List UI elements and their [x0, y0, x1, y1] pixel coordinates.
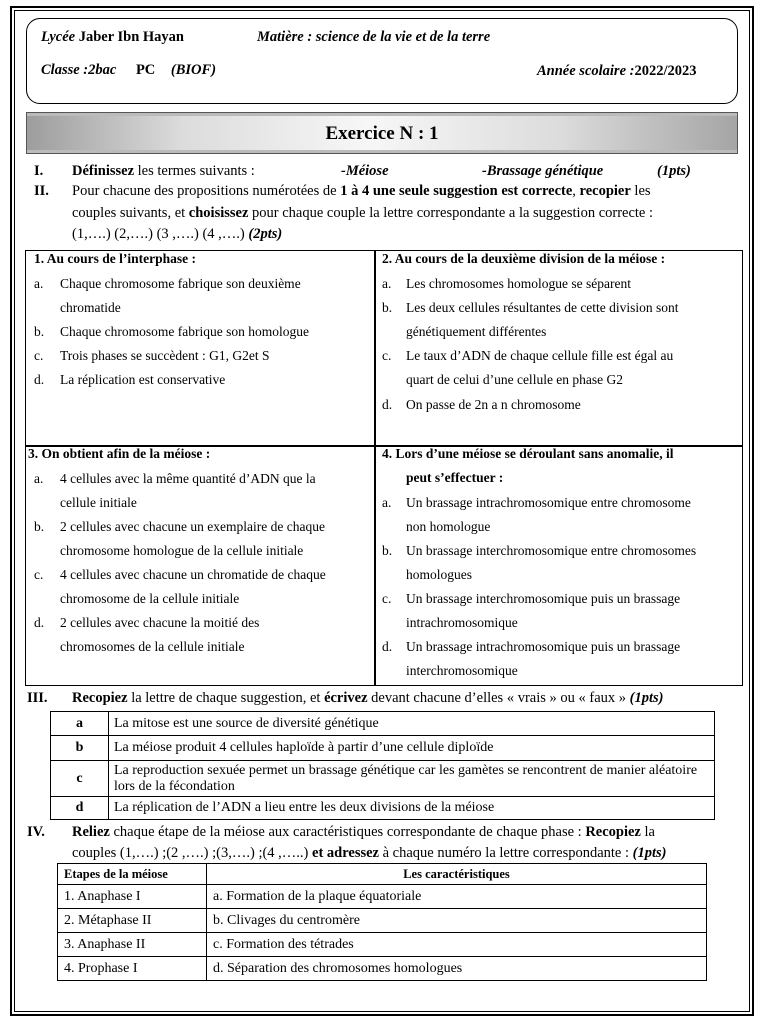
q3-line-text: chromosome homologue de la cellule initiale — [60, 543, 304, 558]
table-row — [51, 736, 715, 761]
q2-line-text: quart de celui d’une cellule en phase G2 — [406, 372, 624, 387]
table-row — [58, 933, 707, 957]
q1-line-text: Chaque chromosome fabrique son homologue — [60, 324, 309, 339]
part2-number: II. — [34, 183, 49, 199]
q2-line-label: d. — [382, 397, 393, 412]
q1-line-label: a. — [34, 276, 44, 291]
q3-line-text: chromosome de la cellule initiale — [60, 591, 240, 606]
exercise-title-bar — [26, 112, 738, 154]
table-header-row — [58, 864, 707, 885]
q1-line-label: d. — [34, 372, 45, 387]
q3-line-text: 2 cellules avec chacune un exemplaire de chaque — [60, 519, 325, 534]
part3-verb1: Recopiez — [72, 690, 128, 706]
q3-line-label: a. — [34, 471, 44, 486]
part3-number: III. — [27, 690, 48, 706]
part3-text2: devant chacune d’elles « vrais » ou « faux » — [367, 690, 630, 706]
q3-line-text: 2 cellules avec chacune la moitié des — [60, 615, 260, 630]
q4-line-label: b. — [382, 543, 393, 558]
q3-line-label: c. — [34, 567, 44, 582]
q4-line-text: Un brassage interchromosomique puis un brassage — [406, 591, 681, 606]
question-grid — [25, 250, 743, 686]
q1-title: 1. Au cours de l’interphase : — [34, 251, 196, 266]
row-statement: La réplication de l’ADN a lieu entre les deux divisions de la méiose — [109, 797, 715, 820]
classe-label: Classe : — [41, 62, 89, 78]
characteristic-cell: a. Formation de la plaque équatoriale — [207, 885, 707, 909]
q3-line-text: 4 cellules avec la même quantité d’ADN que la — [60, 471, 316, 486]
q2-line-text: Les chromosomes homologue se séparent — [406, 276, 631, 291]
q2-line-text: Le taux d’ADN de chaque cellule fille est égal au — [406, 348, 674, 363]
option: (BIOF) — [170, 62, 217, 78]
row-statement: La reproduction sexuée permet un brassage génétique car les gamètes se rencontrent de manier aléatoire lors de la fécondation — [109, 761, 715, 797]
table-row — [51, 797, 715, 820]
classe-value: 2bac — [88, 62, 117, 78]
table-row — [58, 909, 707, 933]
part3-instruction — [72, 690, 664, 707]
row-statement: La mitose est une source de diversité génétique — [109, 712, 715, 736]
part1-points: (1pts) — [657, 163, 691, 179]
part2-line2 — [72, 205, 653, 222]
matiere: Matière : science de la vie et de la terre — [257, 29, 491, 45]
part4-line2-b: et adressez — [312, 845, 379, 861]
q1-line-text: La réplication est conservative — [60, 372, 226, 387]
part4-verb1: Reliez — [72, 824, 110, 840]
q3-line-text: 4 cellules avec chacune un chromatide de chaque — [60, 567, 326, 582]
q1-line-text: Chaque chromosome fabrique son deuxième — [60, 276, 301, 291]
part2-line3 — [72, 226, 282, 243]
filiere: PC — [135, 62, 156, 78]
annee-label: Année scolaire : — [537, 63, 635, 79]
step-cell: 2. Métaphase II — [58, 909, 207, 933]
part1-verb: Définissez — [72, 163, 135, 179]
part2-line1-e: les — [630, 183, 651, 199]
classe — [41, 62, 216, 79]
q4-line-text: homologues — [406, 567, 472, 582]
col-header-steps: Etapes de la méiose — [58, 864, 207, 885]
q2-line-label: a. — [382, 276, 392, 291]
table-row — [51, 712, 715, 736]
part4-points: (1pts) — [632, 845, 667, 861]
part4-text1: chaque étape de la méiose aux caractéristiques correspondante de chaque phase : — [109, 824, 586, 840]
part2-line1-c: , — [572, 183, 580, 199]
part3-text1: la lettre de chaque suggestion, et — [127, 690, 325, 706]
table-row — [58, 885, 707, 909]
part2-line2-c: pour chaque couple la lettre correspondante a la suggestion correcte : — [248, 205, 654, 221]
step-cell: 3. Anaphase II — [58, 933, 207, 957]
characteristic-cell: c. Formation des tétrades — [207, 933, 707, 957]
part4-line2-c: à chaque numéro la lettre correspondante : — [379, 845, 633, 861]
q3-line-text: cellule initiale — [60, 495, 137, 510]
part1-term2: -Brassage génétique — [482, 163, 604, 179]
true-false-table — [50, 711, 715, 820]
part1-text: les termes suivants : — [134, 163, 255, 179]
q4-line-label: d. — [382, 639, 393, 654]
q1-line-text: chromatide — [60, 300, 121, 315]
characteristic-cell: b. Clivages du centromère — [207, 909, 707, 933]
part3-points: (1pts) — [629, 690, 664, 706]
q3-title: 3. On obtient afin de la méiose : — [28, 446, 211, 461]
part1-term1: -Méiose — [341, 163, 389, 179]
part4-verb2: Recopiez — [585, 824, 641, 840]
q4-line-text: Un brassage interchromosomique entre chromosomes — [406, 543, 697, 558]
q2-line-text: On passe de 2n a n chromosome — [406, 397, 581, 412]
q4-line-text: Un brassage intrachromosomique puis un brassage — [406, 639, 681, 654]
part4-line2-a: couples (1,….) ;(2 ,….) ;(3,….) ;(4 ,…..) — [72, 845, 313, 861]
table-row — [51, 761, 715, 797]
annee — [537, 63, 697, 80]
q4-line-label: a. — [382, 495, 392, 510]
annee-value: 2022/2023 — [634, 63, 697, 79]
row-key: c — [51, 761, 109, 797]
lycee-label: Lycée — [41, 29, 76, 45]
q2-line-text: Les deux cellules résultantes de cette division sont — [406, 300, 679, 315]
part4-line1 — [72, 824, 655, 841]
part2-line2-a: couples suivants, et — [72, 205, 189, 221]
part1-number: I. — [34, 163, 44, 179]
part3-verb2: écrivez — [324, 690, 368, 706]
lycee — [41, 29, 184, 46]
q1-line-text: Trois phases se succèdent : G1, G2et S — [60, 348, 270, 363]
characteristic-cell: d. Séparation des chromosomes homologues — [207, 957, 707, 981]
part2-line1 — [72, 183, 651, 200]
q4-line-text: non homologue — [406, 519, 491, 534]
q1-line-label: b. — [34, 324, 45, 339]
part2-line1-a: Pour chacune des propositions numérotées de — [72, 183, 341, 199]
q2-line-text: génétiquement différentes — [406, 324, 547, 339]
matching-table — [57, 863, 707, 981]
q4-title-line2: peut s’effectuer : — [406, 470, 504, 485]
q2-title: 2. Au cours de la deuxième division de la méiose : — [382, 251, 666, 266]
part2-line1-b: 1 à 4 une seule suggestion est correcte — [340, 183, 573, 199]
q2-line-label: c. — [382, 348, 392, 363]
part2-line1-d: recopier — [579, 183, 631, 199]
q4-line-text: Un brassage intrachromosomique entre chromosome — [406, 495, 691, 510]
q3-line-text: chromosomes de la cellule initiale — [60, 639, 245, 654]
part4-number: IV. — [27, 824, 45, 840]
q2-line-label: b. — [382, 300, 393, 315]
row-key: a — [51, 712, 109, 736]
grid-divider-vertical — [374, 251, 376, 685]
col-header-characteristics: Les caractéristiques — [207, 864, 707, 885]
row-key: b — [51, 736, 109, 761]
part2-line2-b: choisissez — [188, 205, 249, 221]
q4-line-text: interchromosomique — [406, 663, 518, 678]
q4-line-text: intrachromosomique — [406, 615, 518, 630]
part2-points: (2pts) — [248, 226, 283, 242]
table-row — [58, 957, 707, 981]
step-cell: 1. Anaphase I — [58, 885, 207, 909]
part2-line3-a: (1,….) (2,….) (3 ,….) (4 ,….) — [72, 226, 249, 242]
lycee-name: Jaber Ibn Hayan — [78, 29, 184, 45]
q3-line-label: b. — [34, 519, 45, 534]
q1-line-label: c. — [34, 348, 44, 363]
row-key: d — [51, 797, 109, 820]
exercise-title: Exercice N : 1 — [325, 123, 439, 144]
part4-text2: la — [640, 824, 655, 840]
header-box — [26, 18, 738, 104]
q4-title: 4. Lors d’une méiose se déroulant sans anomalie, il — [382, 446, 674, 461]
step-cell: 4. Prophase I — [58, 957, 207, 981]
q4-line-label: c. — [382, 591, 392, 606]
part1-instruction — [72, 163, 255, 180]
part4-line2 — [72, 845, 666, 862]
q3-line-label: d. — [34, 615, 45, 630]
row-statement: La méiose produit 4 cellules haploïde à partir d’une cellule diploïde — [109, 736, 715, 761]
